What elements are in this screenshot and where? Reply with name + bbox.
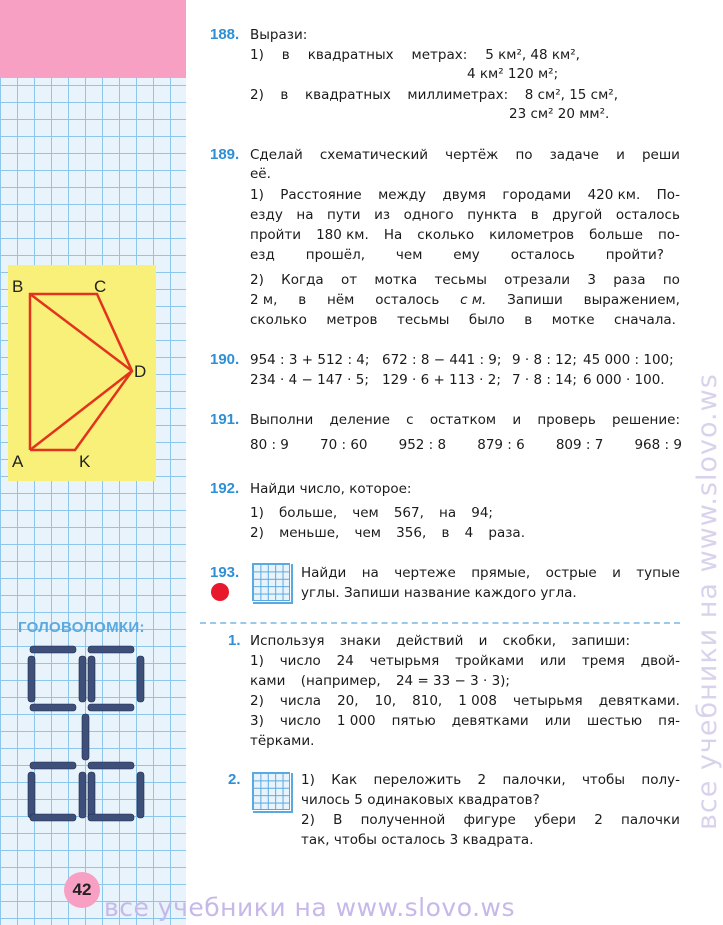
task-number-189: 189.: [210, 146, 240, 163]
figure-outline: [30, 294, 132, 450]
division-item: 809 : 7: [555, 437, 604, 453]
task-189-p2-line-2: 2 м, в нём осталось с м. Запиши выражением,: [250, 292, 680, 308]
task-189-p1-line-1: 1) Расстояние между двумя городами 420 км. По-: [250, 187, 680, 203]
puzzle-1-line-4: 2) числа 20, 10, 810, 1 008 четырьмя девятками.: [250, 693, 680, 709]
section-divider: [200, 622, 680, 624]
task-192-line-1: 1) больше, чем 567, на 94;: [250, 505, 493, 521]
task-188-line-1b: 4 км² 120 м²;: [467, 66, 559, 82]
task-number-192: 192.: [210, 480, 240, 497]
vertex-label-c: C: [94, 277, 107, 296]
vertex-label-d: D: [134, 362, 147, 381]
task-192-line-2: 2) меньше, чем 356, в 4 раза.: [250, 525, 525, 541]
pink-header-tab: [0, 0, 186, 78]
task-189-p1-line-3: пройти 180 км. На сколько километров больше по-: [250, 227, 680, 243]
task-190-expr-8: 6 000 · 100.: [583, 372, 665, 388]
task-191-title: Выполни деление с остатком и проверь решение:: [250, 412, 680, 428]
task-190-expr-1: 954 : 3 + 512 : 4;: [250, 352, 370, 368]
grid-drawing-icon: [252, 772, 290, 810]
task-189-p1-line-2: езду на пути из одного пункта в другой осталось: [250, 207, 680, 223]
task-188-line-1: 1) в квадратных метрах: 5 км², 48 км²,: [250, 47, 580, 63]
puzzle-2-line-3: 2) В полученной фигуре убери 2 палочки: [301, 812, 680, 828]
vertex-label-a: A: [12, 452, 24, 471]
geometry-figure: [8, 265, 156, 481]
task-190-expr-5: 234 · 4 − 147 · 5;: [250, 372, 369, 388]
puzzles-title: ГОЛОВОЛОМКИ:: [18, 619, 145, 636]
task-189-line-2: её.: [250, 166, 271, 182]
task-189-p1-line-4: езд прошёл, чем ему осталось пройти?: [250, 247, 664, 263]
task-188-line-2b: 23 см² 20 мм².: [509, 106, 610, 122]
puzzle-number-2: 2.: [228, 771, 241, 788]
puzzle-2-line-2: чилось 5 одинаковых квадратов?: [301, 792, 540, 808]
diagonal-ad: [30, 371, 132, 450]
task-193-line-1: Найди на чертеже прямые, острые и тупые: [301, 565, 680, 581]
division-item: 70 : 60: [320, 437, 368, 453]
task-188-title: Вырази:: [250, 27, 308, 43]
task-number-193: 193.: [210, 564, 240, 581]
task-189-p2-line-1: 2) Когда от мотка тесьмы отрезали 3 раза по: [250, 272, 680, 288]
task-191-items: [250, 436, 682, 454]
puzzle-1-line-6: тёрками.: [250, 733, 315, 749]
matchstick-figure: [26, 644, 146, 822]
page-number: 42: [64, 872, 100, 908]
side-watermark: все учебники на www.slovo.ws: [692, 373, 723, 830]
task-193-line-2: углы. Запиши название каждого угла.: [301, 585, 577, 601]
task-190-expr-4: 45 000 : 100;: [583, 352, 674, 368]
puzzle-2-line-4: так, чтобы осталось 3 квадрата.: [301, 832, 534, 848]
puzzle-2-line-1: 1) Как переложить 2 палочки, чтобы полу-: [301, 772, 680, 788]
task-189-p2-line-3: сколько метров тесьмы было в мотке сначала.: [250, 312, 676, 328]
division-item: 80 : 9: [250, 437, 289, 453]
task-190-expr-3: 9 · 8 : 12;: [512, 352, 577, 368]
diagonal-bd: [30, 294, 132, 371]
vertex-label-b: B: [12, 277, 24, 296]
grid-drawing-icon: [252, 563, 290, 601]
puzzle-1-line-1: Используя знаки действий и скобки, запиши:: [250, 633, 630, 649]
task-188-line-2: 2) в квадратных миллиметрах: 8 см², 15 см²,: [250, 87, 618, 103]
puzzle-1-line-2: 1) число 24 четырьмя тройками или тремя двой-: [250, 653, 680, 669]
task-192-title: Найди число, которое:: [250, 481, 412, 497]
puzzle-number-1: 1.: [228, 632, 241, 649]
task-189-line-1: Сделай схематический чертёж по задаче и реши: [250, 147, 680, 163]
vertex-label-k: K: [79, 452, 91, 471]
task-190-expr-7: 7 · 8 : 14;: [512, 372, 577, 388]
task-number-190: 190.: [210, 351, 240, 368]
task-number-188: 188.: [210, 26, 240, 43]
difficulty-dot-icon: [211, 583, 229, 601]
division-item: 879 : 6: [477, 437, 525, 453]
puzzle-1-line-3: ками (например, 24 = 33 − 3 · 3);: [250, 673, 510, 689]
bottom-watermark: все учебники на www.slovo.ws: [104, 893, 515, 922]
task-190-expr-6: 129 · 6 + 113 · 2;: [382, 372, 501, 388]
task-number-191: 191.: [210, 411, 240, 428]
division-item: 968 : 9: [634, 437, 682, 453]
division-item: 952 : 8: [398, 437, 447, 453]
puzzle-1-line-5: 3) число 1 000 пятью девятками или шестью пя-: [250, 713, 680, 729]
task-190-expr-2: 672 : 8 − 441 : 9;: [382, 352, 502, 368]
